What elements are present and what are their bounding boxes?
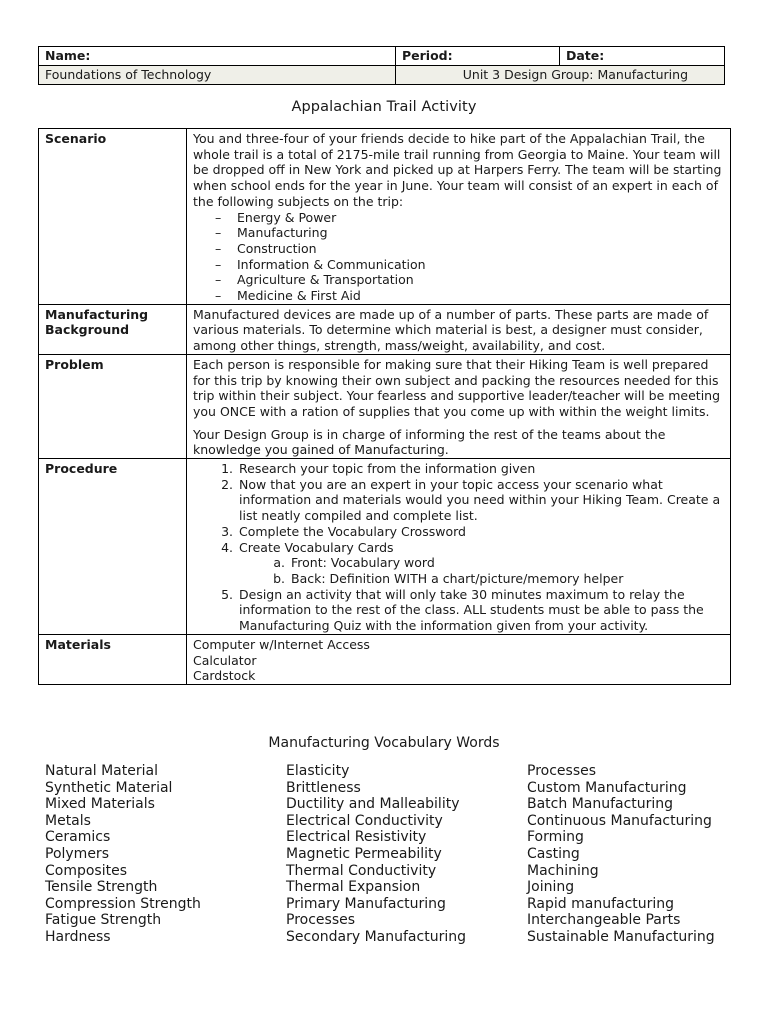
vocab-word: Hardness (45, 928, 111, 945)
vocab-word: Thermal Conductivity (286, 862, 437, 879)
course-name: Foundations of Technology (39, 66, 396, 85)
activity-table (38, 128, 731, 685)
vocab-word: Rapid manufacturing (527, 895, 675, 912)
list-item: – Medicine & First Aid (215, 288, 724, 304)
period-field (396, 47, 560, 66)
vocab-word: Processes (527, 763, 597, 779)
vocab-word: Forming (527, 829, 584, 846)
list-item: – Manufacturing (215, 225, 724, 241)
list-item: a. Front: Vocabulary word (289, 555, 724, 571)
list-item: 1. Research your topic from the information given (237, 461, 724, 477)
list-item (237, 540, 724, 587)
vocab-word: Tensile Strength (45, 879, 158, 896)
procedure-steps (193, 461, 724, 634)
list-item: – Agriculture & Transportation (215, 272, 724, 288)
subject-list (193, 210, 724, 304)
vocab-word: Sustainable Manufacturing (527, 928, 715, 945)
background-row (39, 304, 731, 354)
list-item: – Energy & Power (215, 210, 724, 226)
vocab-word: Continuous Manufacturing (527, 812, 712, 829)
vocab-word: Composites (45, 862, 128, 879)
vocab-word: Fatigue Strength (45, 912, 162, 929)
vocab-word: Mixed Materials (45, 796, 155, 813)
vocab-word: Processes (286, 912, 356, 929)
scenario-text: You and three-four of your friends decide to hike part of the Appalachian Trail, the whole trail is a total of 2175-mile trail running from Georgia to Maine. Your team will be dropped off in New York and picked up at Harpers Ferry. The team will be starting when school ends for the year in June. Your team will consist of an expert in each of the following subjects on the trip: (193, 131, 722, 209)
vocab-word: Compression Strength (45, 895, 201, 912)
list-item: – Construction (215, 241, 724, 257)
vocab-word: Natural Material (45, 763, 158, 779)
background-label-line1: Manufacturing (45, 306, 149, 322)
scenario-cell (187, 129, 731, 305)
vocab-word: Synthetic Material (45, 779, 173, 796)
vocab-word: Electrical Resistivity (286, 829, 427, 846)
date-field (560, 47, 725, 66)
card-substeps (239, 555, 724, 586)
step-4-text: Create Vocabulary Cards (239, 539, 394, 555)
vocab-word: Electrical Conductivity (286, 812, 443, 829)
list-item: Computer w/Internet Access (193, 636, 370, 652)
scenario-row (39, 129, 731, 305)
vocab-word: Machining (527, 862, 599, 879)
unit-name: Unit 3 Design Group: Manufacturing (396, 66, 725, 85)
procedure-row (39, 459, 731, 635)
vocab-word: Custom Manufacturing (527, 779, 687, 796)
problem-label: Problem (39, 354, 187, 458)
vocab-column-3 (527, 763, 715, 946)
materials-label: Materials (39, 634, 187, 684)
vocab-word: Joining (527, 879, 575, 896)
materials-cell (187, 634, 731, 684)
scenario-label: Scenario (39, 129, 187, 305)
list-item: 2. Now that you are an expert in your topic access your scenario what information and materials would you need within your Hiking Team. Create a list neatly compiled and complete list. (237, 477, 724, 524)
vocab-word: Thermal Expansion (286, 879, 421, 896)
vocab-column-1 (45, 763, 201, 946)
vocab-word: Polymers (45, 845, 109, 862)
vocab-word: Ductility and Malleability (286, 796, 460, 813)
list-item: b. Back: Definition WITH a chart/picture/memory helper (289, 571, 724, 587)
background-label (39, 304, 187, 354)
vocab-word: Brittleness (286, 779, 361, 796)
period-label: Period: (402, 48, 453, 63)
page-title: Appalachian Trail Activity (291, 99, 477, 115)
list-item: Cardstock (193, 668, 256, 684)
vocab-word: Elasticity (286, 763, 350, 779)
student-info-table (38, 46, 725, 85)
vocab-word: Secondary Manufacturing (286, 928, 466, 945)
vocab-word: Interchangeable Parts (527, 912, 681, 929)
list-item: 5. Design an activity that will only take 30 minutes maximum to relay the information to the rest of the class. ALL students must be able to pass the Manufacturing Quiz with the information given from your activity. (237, 587, 724, 634)
vocab-column-2 (286, 763, 466, 946)
background-label-line2: Background (45, 322, 130, 338)
vocab-word: Ceramics (45, 829, 111, 846)
vocab-word: Magnetic Permeability (286, 845, 442, 862)
list-item: – Information & Communication (215, 257, 724, 273)
name-label: Name: (45, 48, 91, 63)
materials-row (39, 634, 731, 684)
name-field (39, 47, 396, 66)
problem-text-1: Each person is responsible for making sure that their Hiking Team is well prepared for this trip by knowing their own subject and packing the resources needed for this trip within their subject. Your fearless and supportive leader/teacher will be meeting you ONCE with a ration of supplies that you come up with within the weight limits. (193, 356, 721, 419)
list-item: Calculator (193, 652, 257, 668)
problem-row (39, 354, 731, 458)
problem-cell (187, 354, 731, 458)
procedure-cell (187, 459, 731, 635)
vocab-title: Manufacturing Vocabulary Words (268, 735, 500, 751)
vocab-word: Batch Manufacturing (527, 796, 674, 813)
problem-text-2: Your Design Group is in charge of informing the rest of the teams about the knowledge you gained of Manufacturing. (193, 426, 666, 458)
date-label: Date: (566, 48, 605, 63)
vocab-word: Casting (527, 845, 580, 862)
vocab-word: Metals (45, 812, 91, 829)
vocab-word: Primary Manufacturing (286, 895, 446, 912)
background-text: Manufactured devices are made up of a number of parts. These parts are made of various materials. To determine which material is best, a designer must consider, among other things, strength, mass/weight, availability, and cost. (187, 304, 731, 354)
procedure-label: Procedure (39, 459, 187, 635)
list-item: 3. Complete the Vocabulary Crossword (237, 524, 724, 540)
